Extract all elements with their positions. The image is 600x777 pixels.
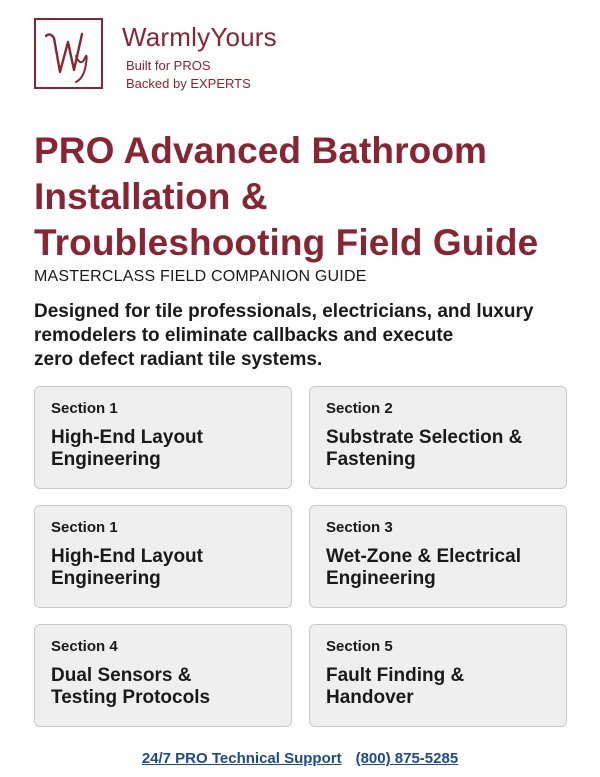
subtitle: MASTERCLASS FIELD COMPANION GUIDE <box>34 268 367 285</box>
section-number: Section 1 <box>51 519 118 536</box>
title-line: PRO Advanced Bathroom <box>34 130 488 171</box>
section-number: Section 2 <box>326 400 393 417</box>
section-title <box>51 665 275 709</box>
intro-line: Designed for tile professionals, electricians, and luxury <box>34 301 534 322</box>
logo <box>34 18 103 89</box>
section-number: Section 5 <box>326 638 393 655</box>
section-number: Section 1 <box>51 400 118 417</box>
section-title-line: Engineering <box>51 568 161 589</box>
support-link[interactable]: 24/7 PRO Technical Support <box>141 750 342 767</box>
brand-name: WarmlyYours <box>122 22 277 52</box>
footer <box>0 750 600 767</box>
phone-link[interactable]: (800) 875-5285 <box>355 750 459 767</box>
section-title-line: Substrate Selection & <box>326 427 523 448</box>
title-line: Troubleshooting Field Guide <box>34 222 539 263</box>
intro-text <box>34 300 574 372</box>
section-title-line: Fastening <box>326 449 416 470</box>
section-title-line: Handover <box>326 687 414 708</box>
section-title-line: Testing Protocols <box>51 687 211 708</box>
section-card[interactable] <box>309 386 567 489</box>
page-title <box>34 128 579 266</box>
intro-line: zero defect radiant tile systems. <box>34 349 323 370</box>
section-number: Section 4 <box>51 638 118 655</box>
section-title <box>326 427 550 471</box>
tagline-experts: Backed by EXPERTS <box>126 76 251 91</box>
section-card[interactable] <box>34 624 292 727</box>
intro-line: remodelers to eliminate callbacks and execute <box>34 325 454 346</box>
section-title-line: High-End Layout <box>51 427 203 448</box>
section-card[interactable] <box>34 505 292 608</box>
logo-monogram-icon <box>36 20 101 87</box>
section-title-line: Engineering <box>51 449 161 470</box>
section-card[interactable] <box>309 505 567 608</box>
section-number: Section 3 <box>326 519 393 536</box>
title-line: Installation & <box>34 176 268 217</box>
section-title <box>51 546 275 590</box>
section-card[interactable] <box>309 624 567 727</box>
section-title <box>326 546 550 590</box>
tagline-pros: Built for PROS <box>126 58 211 73</box>
header <box>34 18 334 90</box>
section-card[interactable] <box>34 386 292 489</box>
section-title-line: Dual Sensors & <box>51 665 192 686</box>
section-title-line: Engineering <box>326 568 436 589</box>
section-title <box>51 427 275 471</box>
section-title <box>326 665 550 709</box>
section-title-line: High-End Layout <box>51 546 203 567</box>
section-title-line: Fault Finding & <box>326 665 465 686</box>
section-title-line: Wet-Zone & Electrical <box>326 546 521 567</box>
